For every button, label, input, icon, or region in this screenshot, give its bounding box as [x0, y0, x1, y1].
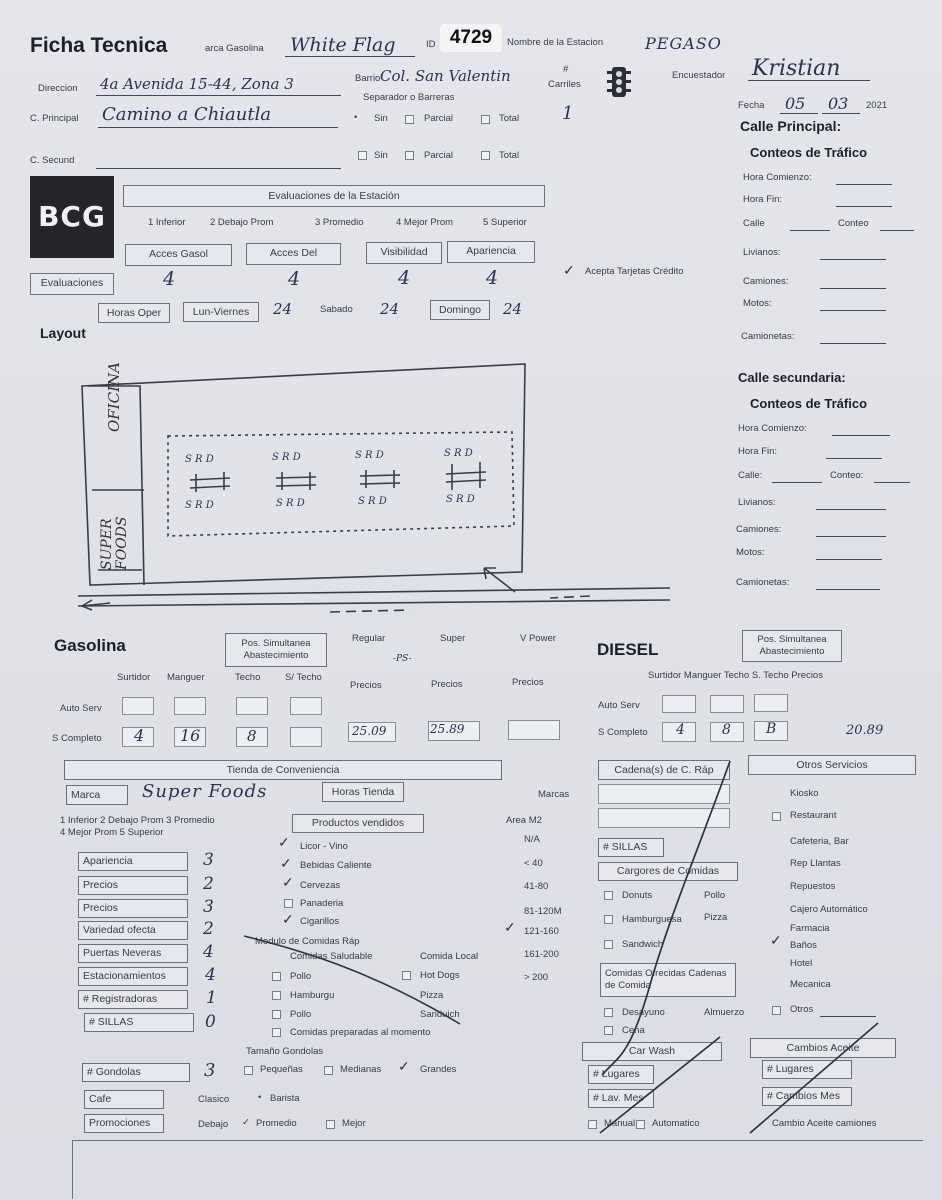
bcg-logo: BCG — [30, 176, 114, 258]
comida-1: Pollo — [290, 971, 312, 982]
cprincipal-underline — [98, 127, 338, 128]
tienda-marca-label: Marca — [66, 785, 128, 805]
diesel-precio: 20.89 — [846, 723, 884, 738]
cadenas-item-0: Donuts — [622, 890, 653, 901]
carwash-automatico: Automatico — [652, 1118, 700, 1129]
ts-motos-line — [816, 559, 882, 560]
fecha-day-line — [780, 113, 818, 114]
comida-3: Pollo — [290, 1009, 312, 1020]
site-outline — [82, 364, 525, 585]
area-label: Area M2 — [506, 815, 542, 826]
sec-sin-checkbox[interactable] — [358, 151, 367, 160]
aceite-lugares: # Lugares — [762, 1060, 852, 1079]
cadenas-title: Cadena(s) de C. Ráp — [598, 760, 730, 780]
gas-regular: Regular — [352, 633, 386, 644]
tp-livianos: Livianos: — [743, 247, 781, 258]
nombre-label: Nombre de la Estacion — [507, 37, 604, 48]
rating-label-0: Apariencia — [78, 852, 188, 871]
ts-livianos-line — [816, 509, 886, 510]
otros-5: Cajero Automático — [790, 904, 868, 915]
tamano-label: Tamaño Gondolas — [246, 1046, 324, 1057]
otros-6: Farmacia — [790, 923, 830, 934]
cadenas-strike — [602, 761, 730, 1075]
pequenas-label: Pequeñas — [260, 1064, 303, 1075]
gasolina-title: Gasolina — [54, 636, 126, 655]
tarjetas-check[interactable]: ✓ — [563, 262, 575, 278]
layout-title: Layout — [40, 325, 86, 341]
pump1-top: S R D — [185, 454, 214, 465]
id-label: ID — [426, 39, 436, 50]
tp-hora-comienzo: Hora Comienzo: — [743, 172, 812, 183]
pequenas-checkbox[interactable] — [244, 1066, 253, 1075]
ts-hora-comienzo-line — [832, 435, 890, 436]
nombre-value: PEGASO — [645, 34, 722, 53]
encuestador-label: Encuestador — [672, 70, 726, 81]
total-checkbox[interactable] — [481, 115, 490, 124]
tp-motos-line — [820, 310, 886, 311]
ts-hora-fin-line — [826, 458, 882, 459]
fecha-label: Fecha — [738, 100, 765, 111]
col-acces-gasol: Acces Gasol — [125, 244, 232, 266]
superfoods-label: SUPER FOODS — [99, 516, 130, 570]
gas-autoserv-surtidor[interactable] — [122, 697, 154, 715]
diesel-header: Surtidor Manguer Techo S. Techo Precios — [648, 670, 823, 681]
tp-conteo-line — [880, 230, 914, 231]
gas-precios-super: Precios — [431, 679, 463, 690]
producto-3: Panaderia — [300, 898, 344, 909]
sec-total: Total — [499, 150, 520, 161]
rating-label-5: Estacionamientos — [78, 967, 188, 986]
area-121-check[interactable]: ✓ — [504, 919, 516, 935]
ts-calle-line — [772, 482, 822, 483]
separador-sin-dot: • — [354, 112, 358, 123]
traffic-secundaria-title: Conteos de Tráfico — [750, 396, 868, 411]
medianas-checkbox[interactable] — [324, 1066, 333, 1075]
carwash-lugares: # Lugares — [588, 1065, 654, 1084]
id-badge: 4729 — [440, 24, 502, 52]
rating-label-1: Precios — [78, 876, 188, 895]
pump3-top: S R D — [355, 450, 384, 461]
barista-dot: • — [258, 1092, 262, 1103]
rating-label-6: # Registradoras — [78, 990, 188, 1009]
cprincipal-value: Camino a Chiautla — [102, 104, 272, 125]
diesel-s-completo: S Completo — [598, 727, 648, 738]
area-opt-3: 81-120M — [524, 906, 562, 917]
otros-2: Cafeteria, Bar — [790, 836, 849, 847]
grandes-check[interactable]: ✓ — [398, 1058, 410, 1074]
marca-label: arca Gasolina — [205, 43, 264, 54]
rating-value-2: 3 — [203, 897, 214, 917]
col-apariencia: Apariencia — [447, 241, 535, 263]
ts-conteo-line — [874, 482, 910, 483]
diesel-autoserv-surtidor[interactable] — [662, 695, 696, 713]
tp-conteo: Conteo — [838, 218, 869, 229]
otros-title: Otros Servicios — [748, 755, 916, 775]
encuestador-value: Kristian — [752, 56, 841, 81]
direccion-label: Direccion — [38, 83, 78, 94]
encuestador-underline — [748, 80, 870, 81]
notes-area[interactable] — [72, 1140, 923, 1199]
debajo-label: Debajo — [198, 1119, 229, 1130]
gas-techo-value: 8 — [247, 727, 257, 745]
road-line-2 — [78, 600, 670, 606]
mejor-checkbox[interactable] — [326, 1120, 335, 1129]
oficina-label: OFICINA — [105, 362, 123, 432]
cigarillos-check[interactable]: ✓ — [282, 911, 294, 927]
otros-3: Rep Llantas — [790, 858, 841, 869]
ts-camionetas-line — [816, 589, 880, 590]
scale-3: 3 Promedio — [315, 217, 364, 228]
area-opt-5: 161-200 — [524, 949, 559, 960]
sec-parcial: Parcial — [424, 150, 454, 161]
parcial-checkbox[interactable] — [405, 115, 414, 124]
area-opt-2: 41-80 — [524, 881, 549, 892]
lunvie-label: Lun-Viernes — [183, 302, 259, 322]
aceite-title: Cambios Aceite — [750, 1038, 896, 1058]
pump1-bot: S R D — [185, 500, 214, 511]
gas-precio-regular: 25.09 — [352, 724, 387, 738]
area-opt-6: > 200 — [524, 972, 549, 983]
ts-livianos: Livianos: — [738, 497, 776, 508]
gondolas-value: 3 — [204, 1060, 216, 1081]
rating-label-4: Puertas Neveras — [78, 944, 188, 963]
sec-total-checkbox[interactable] — [481, 151, 490, 160]
tienda-title: Tienda de Conveniencia — [64, 760, 502, 780]
sabado-label: Sabado — [320, 304, 353, 315]
scale-4: 4 Mejor Prom — [396, 217, 454, 228]
clasico-label: Clasico — [198, 1094, 230, 1105]
diesel-techo-value: B — [766, 721, 777, 737]
traffic-light-icon — [606, 66, 632, 98]
mejor-label: Mejor — [342, 1118, 366, 1129]
rating-label-7: # SILLAS — [84, 1013, 194, 1032]
pump3-bot: S R D — [358, 496, 387, 507]
comida-2: Hamburgu — [290, 990, 335, 1001]
gas-manguer: Manguer — [167, 672, 205, 683]
diesel-autoserv-techo[interactable] — [754, 694, 788, 712]
carriles-num-label: # — [563, 64, 569, 75]
domingo-label: Domingo — [430, 300, 490, 320]
bebidas-check[interactable]: ✓ — [280, 855, 292, 871]
diesel-surtidor-value: 4 — [676, 722, 685, 738]
desayuno-label: Desayuno — [622, 1007, 665, 1018]
traffic-principal-title: Conteos de Tráfico — [750, 145, 868, 160]
promedio-label: Promedio — [256, 1118, 297, 1129]
diesel-auto-serv: Auto Serv — [598, 700, 640, 711]
fecha-year: 2021 — [866, 100, 888, 111]
eval-apariencia: 4 — [486, 267, 499, 289]
cadenas-item-1: Pollo — [704, 890, 726, 901]
barrio-value: Col. San Valentin — [380, 67, 511, 85]
barrio-label: Barrio — [355, 73, 381, 84]
area-opt-0: N/A — [524, 834, 540, 845]
col-acces-del: Acces Del — [246, 243, 341, 265]
ts-camiones-line — [816, 536, 886, 537]
tienda-scale-1: 1 Inferior 2 Debajo Prom 3 Promedio — [60, 815, 215, 826]
tp-hora-comienzo-line — [836, 184, 892, 185]
gas-manguer-value: 16 — [180, 726, 201, 745]
otros-10: Otros — [790, 1004, 814, 1015]
comida-r-2: Sanduich — [420, 1009, 460, 1020]
pump-4 — [446, 462, 486, 490]
diesel-manguer-value: 8 — [722, 722, 731, 738]
fecha-month-line — [822, 113, 860, 114]
barista-label: Barista — [270, 1093, 300, 1104]
marcas-label: Marcas — [538, 789, 570, 800]
otros-8: Hotel — [790, 958, 813, 969]
gas-ps-note: -PS- — [393, 654, 412, 664]
road-line-1 — [78, 588, 670, 596]
tp-calle: Calle — [743, 218, 765, 229]
producto-4: Cigarillos — [300, 916, 340, 927]
gas-precios-vpower: Precios — [512, 677, 544, 688]
eval-visibilidad: 4 — [398, 267, 411, 289]
horas-oper-label: Horas Oper — [98, 303, 170, 323]
carwash-lav: # Lav. Mes — [588, 1089, 654, 1108]
banos-check[interactable]: ✓ — [770, 932, 782, 948]
pump4-top: S R D — [444, 448, 473, 459]
form-title: Ficha Tecnica — [30, 34, 168, 57]
separador-sin: Sin — [374, 113, 388, 124]
rating-value-6: 1 — [206, 988, 217, 1008]
tp-camiones: Camiones: — [743, 276, 789, 287]
pump-1 — [190, 472, 230, 492]
carwash-strike — [600, 1037, 720, 1133]
producto-2: Cervezas — [300, 880, 341, 891]
cadenas-cargos: Cargores de Comidas — [598, 862, 738, 881]
ts-camiones: Camiones: — [736, 524, 782, 535]
carwash-manual: Manual — [604, 1118, 636, 1129]
carriles-value: 1 — [562, 103, 574, 124]
comida-4: Comidas preparadas al momento — [290, 1027, 431, 1038]
gas-vpower: V Power — [520, 633, 556, 644]
domingo-value: 24 — [503, 300, 523, 318]
ts-motos: Motos: — [736, 547, 765, 558]
otros-1: Restaurant — [790, 810, 837, 821]
cadenas-item-3: Pizza — [704, 912, 728, 923]
cena-label: Cena — [622, 1025, 645, 1036]
sec-sin: Sin — [374, 150, 388, 161]
cafe-label: Cafe — [84, 1090, 164, 1109]
cadenas-item-2: Hamburguesa — [622, 914, 682, 925]
otros-4: Repuestos — [790, 881, 836, 892]
medianas-label: Medianas — [340, 1064, 382, 1075]
cervezas-check[interactable]: ✓ — [282, 874, 294, 890]
comida-r-1: Pizza — [420, 990, 444, 1001]
comida-r-0: Hot Dogs — [420, 970, 460, 981]
tarjetas-label: Acepta Tarjetas Crédito — [585, 266, 684, 277]
ts-conteo: Conteo: — [830, 470, 864, 481]
gas-surtidor-value: 4 — [134, 726, 145, 745]
carriles-label: Carriles — [548, 79, 581, 90]
pump-2 — [276, 472, 316, 490]
lane-marks — [330, 596, 590, 612]
aceite-strike — [750, 1023, 878, 1133]
separador-label: Separador o Barreras — [363, 92, 455, 103]
gas-auto-serv: Auto Serv — [60, 703, 102, 714]
scale-5: 5 Superior — [483, 217, 527, 228]
calle-secundaria-title: Calle secundaria: — [738, 370, 846, 385]
modulo-strike — [240, 930, 480, 1030]
tp-camionetas-line — [820, 343, 886, 344]
rating-value-7: 0 — [205, 1012, 216, 1032]
ts-calle: Calle: — [738, 470, 763, 481]
comida-0: Comidas Saludable — [290, 951, 373, 962]
gas-precio-super: 25.89 — [430, 722, 465, 736]
productos-title: Productos vendidos — [292, 814, 424, 833]
gas-autoserv-stecho[interactable] — [290, 697, 322, 715]
gas-precios-regular: Precios — [350, 680, 382, 691]
scale-2: 2 Debajo Prom — [210, 217, 274, 228]
gas-autoserv-manguer[interactable] — [174, 697, 206, 715]
area-opt-1: < 40 — [524, 858, 543, 869]
tp-livianos-line — [820, 259, 886, 260]
gas-stecho: S/ Techo — [285, 672, 322, 683]
otros-7: Baños — [790, 940, 817, 951]
eval-acces-gasol: 4 — [163, 268, 176, 290]
rating-label-2: Precios — [78, 899, 188, 918]
tp-hora-fin: Hora Fin: — [743, 194, 783, 205]
gas-super: Super — [440, 633, 466, 644]
rating-label-3: Variedad ofecta — [78, 921, 188, 940]
tienda-horas-label: Horas Tienda — [322, 782, 404, 802]
otros-9: Mecanica — [790, 979, 831, 990]
cadenas-item-4: Sandwich — [622, 939, 664, 950]
separador-parcial: Parcial — [424, 113, 454, 124]
comida-local-label: Comida Local — [420, 951, 479, 962]
marca-value: White Flag — [290, 34, 396, 56]
panaderia-checkbox[interactable] — [284, 899, 293, 908]
col-visibilidad: Visibilidad — [366, 242, 442, 264]
csecund-underline — [96, 168, 341, 169]
scale-1: 1 Inferior — [148, 217, 186, 228]
area-opt-4: 121-160 — [524, 926, 559, 937]
ts-camionetas: Camionetas: — [736, 577, 790, 588]
gas-stecho-box[interactable] — [290, 727, 322, 747]
almuerzo-label: Almuerzo — [704, 1007, 745, 1018]
gas-techo: Techo — [235, 672, 261, 683]
diesel-title: DIESEL — [597, 640, 659, 659]
producto-1: Bebidas Caliente — [300, 860, 372, 871]
promociones-label: Promociones — [84, 1114, 164, 1133]
cadenas-ofrecidas: Comidas Ofrecidas Cadenas de Comida — [600, 963, 736, 997]
tp-camionetas: Camionetas: — [741, 331, 795, 342]
licor-check[interactable]: ✓ — [278, 834, 290, 850]
rating-value-0: 3 — [203, 850, 214, 870]
sabado-value: 24 — [380, 300, 400, 318]
ts-hora-fin: Hora Fin: — [738, 446, 778, 457]
csecund-label: C. Secund — [30, 155, 75, 166]
carwash-title: Car Wash — [582, 1042, 722, 1061]
calle-principal-title: Calle Principal: — [740, 118, 842, 134]
direccion-value: 4a Avenida 15-44, Zona 3 — [100, 75, 294, 93]
sec-parcial-checkbox[interactable] — [405, 151, 414, 160]
direccion-underline — [96, 95, 341, 96]
evaluaciones-title: Evaluaciones de la Estación — [123, 185, 545, 207]
separador-total: Total — [499, 113, 520, 124]
lunvie-value: 24 — [273, 300, 293, 318]
pump2-top: S R D — [272, 452, 301, 463]
eval-acces-del: 4 — [288, 268, 301, 290]
gas-pos-sim: Pos. Simultanea Abastecimiento — [225, 633, 327, 667]
fecha-month: 03 — [828, 94, 849, 113]
pump4-bot: S R D — [446, 494, 475, 505]
tp-calle-line — [790, 230, 830, 231]
modulo-label: Modulo de Comidas Ráp — [255, 936, 360, 947]
layout-sketch — [70, 360, 690, 620]
evaluaciones-row-label: Evaluaciones — [30, 273, 114, 295]
tp-camiones-line — [820, 288, 886, 289]
fecha-day: 05 — [785, 94, 806, 113]
producto-0: Licor - Vino — [300, 841, 348, 852]
tienda-marca-value: Super Foods — [142, 781, 268, 802]
otros-0: Kiosko — [790, 788, 819, 799]
tienda-scale-2: 4 Mejor Prom 5 Superior — [60, 827, 164, 838]
marca-underline — [285, 56, 415, 57]
pump-3 — [360, 470, 400, 488]
gas-autoserv-techo[interactable] — [236, 697, 268, 715]
rating-value-3: 2 — [203, 919, 214, 939]
cadenas-sillas: # SILLAS — [598, 838, 664, 857]
rating-value-4: 4 — [203, 942, 214, 962]
aceite-camiones: Cambio Aceite camiones — [772, 1118, 877, 1129]
pump2-bot: S R D — [276, 498, 305, 509]
diesel-autoserv-manguer[interactable] — [710, 695, 744, 713]
grandes-label: Grandes — [420, 1064, 457, 1075]
cprincipal-label: C. Principal — [30, 113, 79, 124]
gas-s-completo: S Completo — [52, 733, 102, 744]
gondolas-label: # Gondolas — [82, 1063, 190, 1082]
diesel-pos-sim: Pos. Simultanea Abastecimiento — [742, 630, 842, 662]
tp-hora-fin-line — [836, 206, 892, 207]
pen-strikes — [580, 755, 920, 1145]
gas-surtidor: Surtidor — [117, 672, 151, 683]
rating-value-5: 4 — [205, 965, 216, 985]
ts-hora-comienzo: Hora Comienzo: — [738, 423, 807, 434]
tp-motos: Motos: — [743, 298, 772, 309]
promedio-check[interactable]: ✓ — [242, 1117, 250, 1128]
rating-value-1: 2 — [203, 874, 214, 894]
gas-precio-vpower-box[interactable] — [508, 720, 560, 740]
aceite-lav: # Cambios Mes — [762, 1087, 852, 1106]
